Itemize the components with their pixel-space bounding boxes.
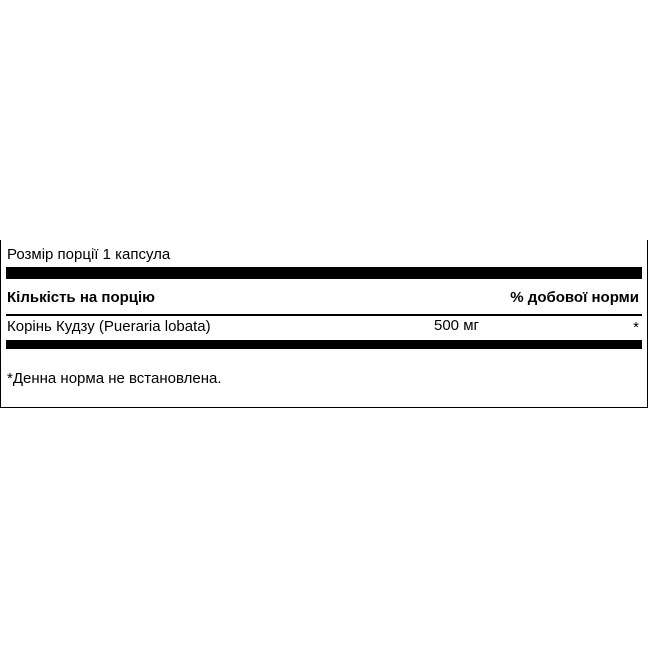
footnote: *Денна норма не встановлена. [7, 370, 222, 387]
supplement-facts-panel [0, 240, 648, 408]
ingredient-amount: 500 мг [434, 317, 479, 334]
thin-divider [6, 314, 642, 316]
daily-value-header: % добової норми [510, 289, 639, 306]
thick-divider [6, 267, 642, 279]
serving-size: Розмір порції 1 капсула [7, 246, 171, 263]
ingredient-daily-value: * [633, 319, 639, 336]
ingredient-name: Корінь Кудзу (Pueraria lobata) [7, 318, 211, 335]
amount-per-serving-header: Кількість на порцію [7, 289, 155, 306]
bottom-divider [6, 340, 642, 349]
